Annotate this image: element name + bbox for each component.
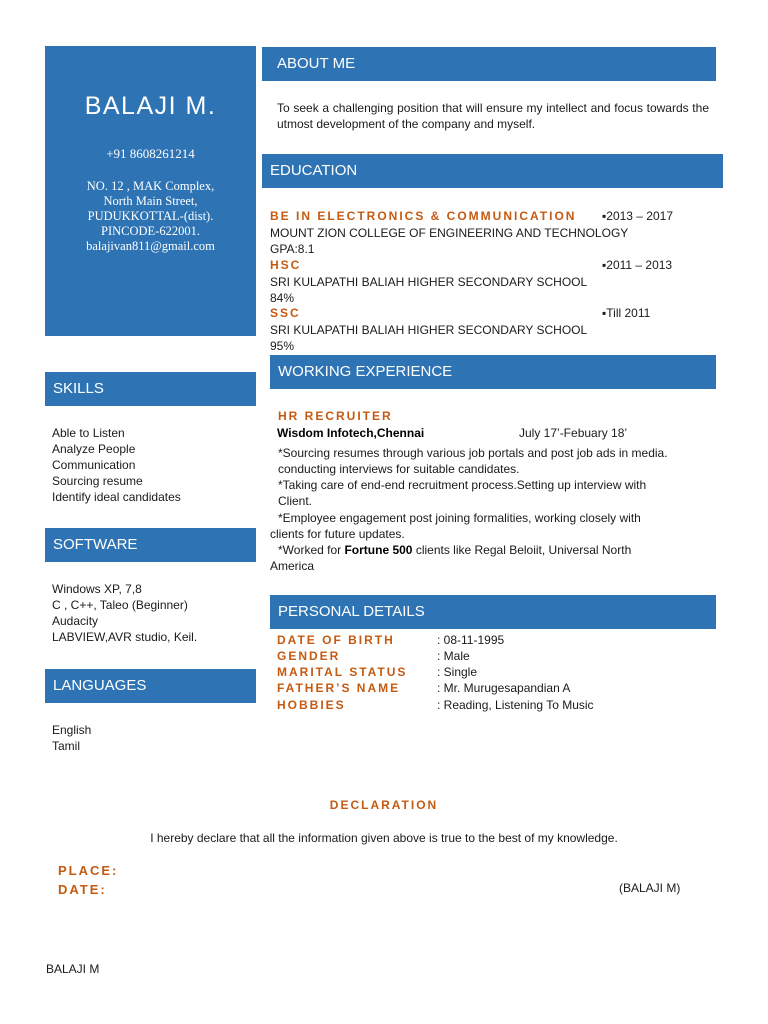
grade: 84% <box>270 291 295 305</box>
about-text: To seek a challenging position that will ensure my intellect and focus towards the utmost development of the company and myself. <box>277 101 709 131</box>
duty-line: Client. <box>278 494 313 508</box>
marital-status-label: MARITAL STATUS <box>277 665 408 679</box>
degree-title: BE IN ELECTRONICS & COMMUNICATION <box>270 209 577 223</box>
years-text: 2013 – 2017 <box>606 209 673 223</box>
institution-block <box>270 225 628 257</box>
address-line: NO. 12 , MAK Complex, <box>86 179 215 193</box>
institution-name: SRI KULAPATHI BALIAH HIGHER SECONDARY SCHOOL <box>270 323 588 337</box>
institution-name: SRI KULAPATHI BALIAH HIGHER SECONDARY SCHOOL <box>270 275 588 289</box>
software-item: C , C++, Taleo (Beginner) <box>52 598 188 612</box>
language-item: Tamil <box>52 739 81 753</box>
skill-item: Able to Listen <box>52 426 125 440</box>
signature-name: (BALAJI M) <box>619 881 681 895</box>
languages-list <box>52 722 91 754</box>
degree-title: HSC <box>270 258 302 272</box>
grade: GPA:8.1 <box>270 242 315 256</box>
address-line: PINCODE-622001. <box>101 224 200 238</box>
languages-heading: LANGUAGES <box>45 669 256 703</box>
duty-text: *Worked for <box>278 543 345 557</box>
bullet-icon: ▪ <box>602 209 607 223</box>
address-line: PUDUKKOTTAL-(dist). <box>87 209 214 223</box>
software-item: Audacity <box>52 614 99 628</box>
software-list <box>52 581 197 645</box>
duty-line: America <box>270 559 315 573</box>
education-years <box>602 258 672 272</box>
address-line: North Main Street, <box>103 194 198 208</box>
place-label: PLACE: <box>58 863 119 878</box>
gender-value: : Male <box>437 649 470 663</box>
experience-heading: WORKING EXPERIENCE <box>270 355 716 389</box>
father-name-label: FATHER’S NAME <box>277 681 401 695</box>
duty-line: conducting interviews for suitable candidates. <box>278 462 520 476</box>
education-heading: EDUCATION <box>262 154 723 188</box>
bullet-icon: ▪ <box>602 306 607 320</box>
education-years <box>602 209 673 223</box>
job-period: July 17’-Febuary 18’ <box>519 426 628 440</box>
company-name: Wisdom Infotech,Chennai <box>277 426 425 440</box>
years-text: 2011 – 2013 <box>606 258 673 272</box>
institution-block <box>270 274 587 306</box>
marital-status-value: : Single <box>437 665 478 679</box>
skill-item: Sourcing resume <box>52 474 143 488</box>
dob-value: : 08-11-1995 <box>437 633 505 647</box>
duty-line: *Employee engagement post joining formalities, working closely with <box>278 511 641 525</box>
grade: 95% <box>270 339 295 353</box>
education-years <box>602 306 650 320</box>
profile-box <box>45 46 256 336</box>
software-heading: SOFTWARE <box>45 528 256 562</box>
email-address: balajivan811@gmail.com <box>86 239 215 253</box>
dob-label: DATE OF BIRTH <box>277 633 395 647</box>
footer-name: BALAJI M <box>46 962 100 976</box>
skill-item: Analyze People <box>52 442 136 456</box>
date-label: DATE: <box>58 882 107 897</box>
duty-line: *Taking care of end-end recruitment process.Setting up interview with <box>278 478 647 492</box>
skill-item: Identify ideal candidates <box>52 490 181 504</box>
skills-heading: SKILLS <box>45 372 256 406</box>
job-role: HR RECRUITER <box>278 409 393 423</box>
institution-block <box>270 322 587 354</box>
years-text: Till 2011 <box>606 306 651 320</box>
phone-number: +91 8608261214 <box>106 146 195 161</box>
bullet-icon: ▪ <box>602 258 607 272</box>
degree-title: SSC <box>270 306 301 320</box>
declaration-heading: DECLARATION <box>329 798 439 812</box>
hobbies-label: HOBBIES <box>277 698 346 712</box>
software-item: LABVIEW,AVR studio, Keil. <box>52 630 198 644</box>
duty-line <box>278 542 716 558</box>
duty-line: clients for future updates. <box>270 527 405 541</box>
duty-line: *Sourcing resumes through various job portals and post job ads in media. <box>278 446 668 460</box>
skill-item: Communication <box>52 458 136 472</box>
institution-name: MOUNT ZION COLLEGE OF ENGINEERING AND TECHNOLOGY <box>270 226 629 240</box>
gender-label: GENDER <box>277 649 341 663</box>
fortune-500-text: Fortune 500 <box>344 543 413 557</box>
personal-heading: PERSONAL DETAILS <box>270 595 716 629</box>
software-item: Windows XP, 7,8 <box>52 582 142 596</box>
duty-text: clients like Regal Beloiit, Universal North <box>412 543 632 557</box>
language-item: English <box>52 723 92 737</box>
declaration-text: I hereby declare that all the information given above is true to the best of my knowledge. <box>150 831 618 845</box>
skills-list <box>52 425 181 505</box>
about-heading: ABOUT ME <box>262 47 716 81</box>
father-name-value: : Mr. Murugesapandian A <box>437 681 571 695</box>
address-block <box>45 179 256 254</box>
hobbies-value: : Reading, Listening To Music <box>437 698 594 712</box>
candidate-name: BALAJI M. <box>84 92 217 120</box>
